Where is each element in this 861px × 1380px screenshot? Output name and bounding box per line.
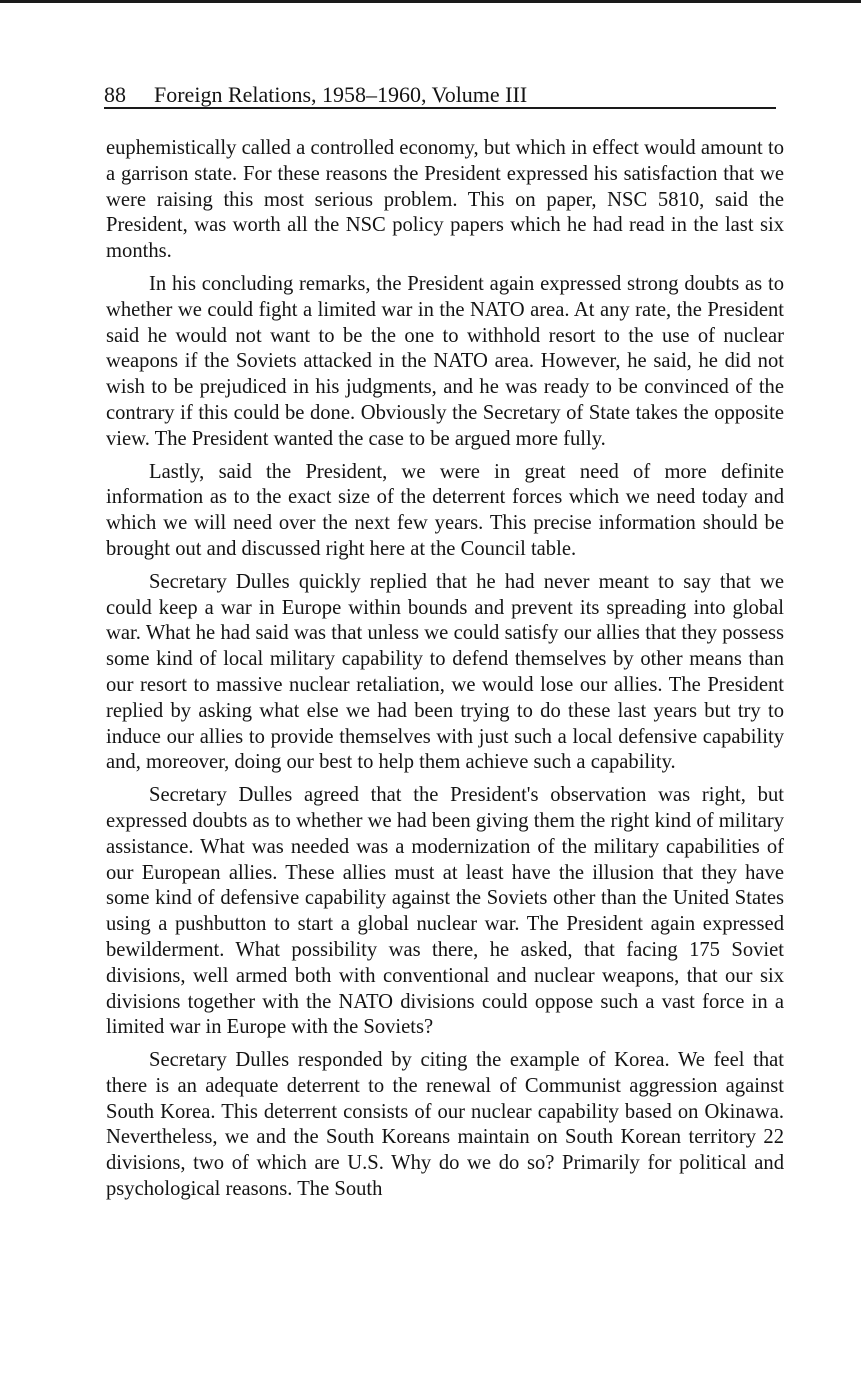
paragraph-dulles-replied: Secretary Dulles quickly replied that he had never meant to say that we could keep a war in Europe within bounds and prevent its spreading into global war. What he had said was that unless we could satisfy our allies that they possess some kind of local military capability to defend themselves by other means than our resort to massive nuclear retaliation, we would lose our allies. The President replied by asking what else we had been trying to do these last years but try to induce our allies to provide themselves with just such a local defensive capability and, moreover, doing our best to help them achieve such a capability. — [106, 570, 784, 774]
paragraph-dulles-korea: Secretary Dulles responded by citing the example of Korea. We feel that there is an adequate deterrent to the renewal of Communist aggression against South Korea. This deterrent consists of our nuclear capability based on Okinawa. Nevertheless, we and the South Koreans maintain on South Korean territory 22 divisions, two of which are U.S. Why do we do so? Primarily for political and psychological reasons. The South — [106, 1049, 784, 1201]
paragraph-dulles-agreed: Secretary Dulles agreed that the President's observation was right, but expressed doubts as to whether we had been giving them the right kind of military assistance. What was needed was a modernization of the military capabilities of our European allies. These allies must at least have the illusion that they have some kind of defensive capability against the Soviets other than the United States using a pushbutton to start a global nuclear war. The President again expressed bewilderment. What possibility was there, he asked, that facing 175 Soviet divisions, well armed both with conventional and nuclear weapons, that our six divisions together with the NATO divisions could oppose such a vast force in a limited war in Europe with the Soviets? — [106, 784, 784, 1039]
page-top-edge — [0, 0, 861, 3]
running-title: Foreign Relations, 1958–1960, Volume III — [154, 82, 528, 107]
paragraph-lastly: Lastly, said the President, we were in great need of more definite information as to the exact size of the deterrent forces which we need today and which we will need over the next few years. This precise information should be brought out and discussed right here at the Council table. — [106, 460, 784, 560]
paragraph-continuation: euphemistically called a controlled economy, but which in effect would amount to a garrison state. For these reasons the President expressed his satisfaction that we were raising this most serious problem. This on paper, NSC 5810, said the President, was worth all the NSC policy papers which he had read in the last six months. — [106, 137, 784, 263]
page-number: 88 — [104, 82, 126, 107]
paragraph-concluding-remarks: In his concluding remarks, the President again expressed strong doubts as to whether we could fight a limited war in the NATO area. At any rate, the President said he would not want to be the one to withhold resort to the use of nuclear weapons if the Soviets attacked in the NATO area. However, he said, he did not wish to be prejudiced in his judgments, and he was ready to be convinced of the contrary if this could be done. Obviously the Secretary of State takes the opposite view. The President wanted the case to be argued more fully. — [106, 272, 784, 450]
running-head — [104, 80, 776, 110]
header-rule — [104, 107, 776, 109]
body-text — [106, 136, 784, 1210]
